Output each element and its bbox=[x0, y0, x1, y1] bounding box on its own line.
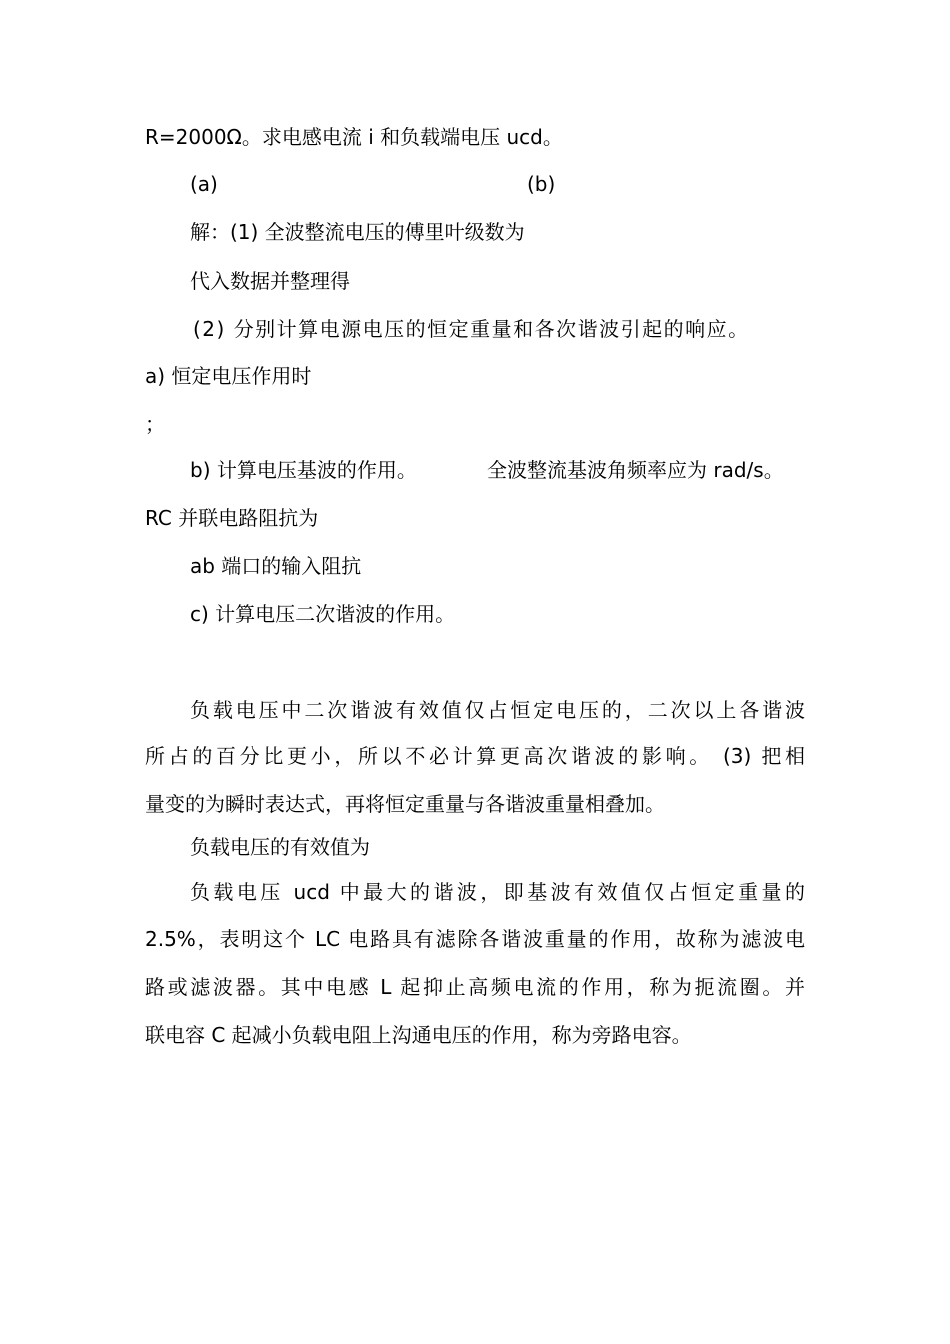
figure-label-a: (a) bbox=[190, 172, 218, 196]
text-line: b) 计算电压基波的作用。 bbox=[190, 458, 417, 482]
text-line: RC 并联电路阻抗为 bbox=[145, 506, 319, 530]
paragraph-line: 负载电压中二次谐波有效值仅占恒定电压的，二次以上各谐波 bbox=[190, 698, 805, 722]
text-line: ab 端口的输入阻抗 bbox=[190, 554, 362, 578]
text-line: (2) 分别计算电源电压的恒定重量和各次谐波引起的响应。 bbox=[193, 317, 750, 341]
text-line: 代入数据并整理得 bbox=[190, 269, 350, 293]
text-line: ； bbox=[145, 412, 165, 436]
paragraph-line: 所占的百分比更小，所以不必计算更高次谐波的影响。 (3) 把相 bbox=[145, 744, 805, 768]
text-line: 解：(1) 全波整流电压的傅里叶级数为 bbox=[190, 220, 525, 244]
figure-label-b: (b) bbox=[527, 172, 556, 196]
paragraph-line: 量变的为瞬时表达式，再将恒定重量与各谐波重量相叠加。 bbox=[145, 792, 665, 816]
paragraph-line: 联电容 C 起减小负载电阻上沟通电压的作用，称为旁路电容。 bbox=[145, 1023, 692, 1047]
text-line: R=2000Ω。求电感电流 i 和负载端电压 ucd。 bbox=[145, 125, 563, 149]
text-line: 负载电压的有效值为 bbox=[190, 835, 370, 859]
paragraph-line: 2.5%，表明这个 LC 电路具有滤除各谐波重量的作用，故称为滤波电 bbox=[145, 927, 805, 951]
paragraph-line: 负载电压 ucd 中最大的谐波，即基波有效值仅占恒定重量的 bbox=[190, 880, 805, 904]
text-line: 全波整流基波角频率应为 rad/s。 bbox=[487, 458, 784, 482]
paragraph-line: 路或滤波器。其中电感 L 起抑止高频电流的作用，称为扼流圈。并 bbox=[145, 975, 805, 999]
text-line: a) 恒定电压作用时 bbox=[145, 364, 312, 388]
text-line: c) 计算电压二次谐波的作用。 bbox=[190, 602, 456, 626]
